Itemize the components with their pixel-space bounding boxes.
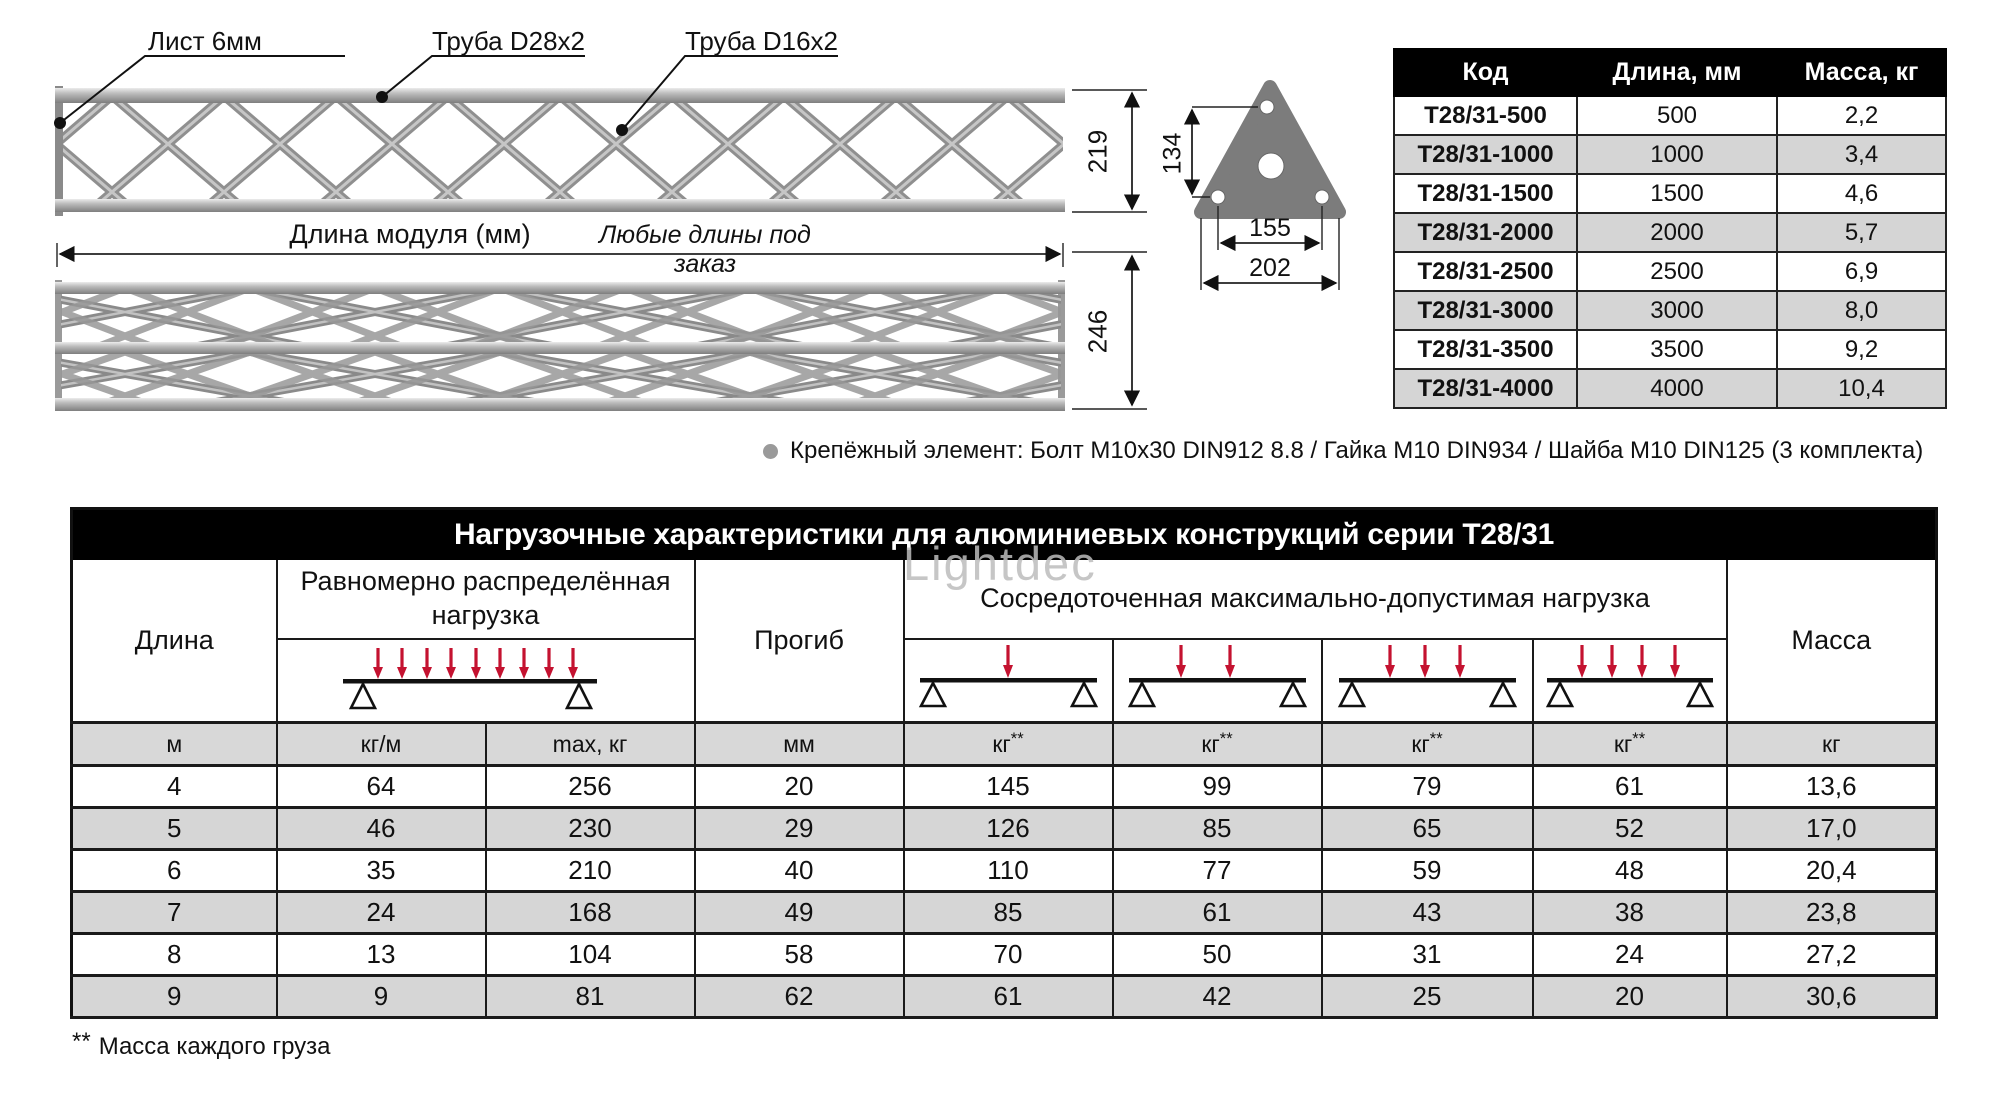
dim-219-label: 219: [1082, 129, 1113, 174]
load-cell: 49: [695, 892, 904, 934]
footnote-asterisks: **: [72, 1028, 91, 1055]
spec-cell: 500: [1577, 96, 1777, 135]
load-cell: 48: [1533, 850, 1727, 892]
load-cell: 104: [486, 934, 695, 976]
concentrated-load-diagram-1: [904, 639, 1113, 723]
spec-cell: 1500: [1577, 174, 1777, 213]
dim-202-label: 202: [1249, 254, 1291, 282]
col-header-mass: Масса: [1727, 560, 1937, 723]
spec-cell: 3000: [1577, 291, 1777, 330]
load-cell: 13,6: [1727, 766, 1937, 808]
unit-cell: кг**: [1113, 723, 1322, 766]
load-cell: 25: [1322, 976, 1533, 1018]
spec-header-row: [1394, 49, 1946, 96]
table-row: [72, 850, 1937, 892]
load-cell: 27,2: [1727, 934, 1937, 976]
concentrated-load-diagram-3: [1322, 639, 1533, 723]
unit-cell: max, кг: [486, 723, 695, 766]
table-row: [1394, 96, 1946, 135]
spec-cell: 2000: [1577, 213, 1777, 252]
load-cell: 77: [1113, 850, 1322, 892]
load-cell: 17,0: [1727, 808, 1937, 850]
load-cell: 58: [695, 934, 904, 976]
table-row: [72, 892, 1937, 934]
custom-length-note: Любые длины под заказ: [599, 221, 811, 278]
load-cell: 4: [72, 766, 277, 808]
spec-cell: Т28/31-1000: [1394, 135, 1577, 174]
load-cell: 85: [1113, 808, 1322, 850]
spec-cell: Т28/31-1500: [1394, 174, 1577, 213]
load-cell: 5: [72, 808, 277, 850]
unit-cell: м: [72, 723, 277, 766]
load-cell: 31: [1322, 934, 1533, 976]
load-cell: 43: [1322, 892, 1533, 934]
unit-cell: кг**: [1533, 723, 1727, 766]
spec-cell: Т28/31-3500: [1394, 330, 1577, 369]
spec-cell: 8,0: [1777, 291, 1946, 330]
spec-cell: 3500: [1577, 330, 1777, 369]
table-row: [1394, 213, 1946, 252]
table-row: [1394, 174, 1946, 213]
truss-second-view: [55, 280, 1065, 411]
callout-sheet-label: Лист 6мм: [148, 26, 262, 56]
table-row: [72, 766, 1937, 808]
load-cell: 210: [486, 850, 695, 892]
load-cell: 20: [695, 766, 904, 808]
concentrated-load-diagram-4: [1533, 639, 1727, 723]
load-cell: 52: [1533, 808, 1727, 850]
truss-side-view: [55, 86, 1065, 216]
callout-tube-brace-label: Труба D16x2: [685, 26, 839, 56]
load-cell: 79: [1322, 766, 1533, 808]
load-cell: 85: [904, 892, 1113, 934]
load-cell: 61: [1113, 892, 1322, 934]
callout-lines: [54, 56, 838, 136]
load-cell: 24: [1533, 934, 1727, 976]
unit-cell: кг**: [904, 723, 1113, 766]
col-header-length: Длина: [72, 560, 277, 723]
watermark: Lightdec: [903, 537, 1097, 590]
load-cell: 126: [904, 808, 1113, 850]
spec-cell: 6,9: [1777, 252, 1946, 291]
load-cell: 70: [904, 934, 1113, 976]
dim-155-label: 155: [1249, 214, 1291, 242]
unit-cell: мм: [695, 723, 904, 766]
load-cell: 61: [904, 976, 1113, 1018]
spec-cell: Т28/31-500: [1394, 96, 1577, 135]
bullet-icon: [763, 444, 778, 459]
load-cell: 81: [486, 976, 695, 1018]
load-cell: 256: [486, 766, 695, 808]
table-row: [1394, 291, 1946, 330]
load-cell: 168: [486, 892, 695, 934]
footnote: [72, 1028, 331, 1061]
uniform-load-diagram: [277, 639, 695, 723]
load-table-title: Нагрузочные характеристики для алюминиевых конструкций серии Т28/31: [72, 509, 1937, 561]
load-cell: 145: [904, 766, 1113, 808]
spec-cell: Т28/31-2500: [1394, 252, 1577, 291]
fastener-note: [763, 437, 1923, 465]
load-cell: 230: [486, 808, 695, 850]
load-cell: 110: [904, 850, 1113, 892]
spec-cell: 2500: [1577, 252, 1777, 291]
dim-134-label: 134: [1158, 132, 1187, 175]
load-cell: 99: [1113, 766, 1322, 808]
table-row: [1394, 135, 1946, 174]
table-row: [72, 934, 1937, 976]
load-cell: 29: [695, 808, 904, 850]
spec-cell: 1000: [1577, 135, 1777, 174]
load-cell: 20,4: [1727, 850, 1937, 892]
module-length-label: Длина модуля (мм): [289, 219, 531, 249]
units-row: [72, 723, 1937, 766]
col-header-deflection: Прогиб: [695, 560, 904, 723]
load-cell: 30,6: [1727, 976, 1937, 1018]
unit-cell: кг/м: [277, 723, 486, 766]
load-cell: 61: [1533, 766, 1727, 808]
spec-cell: 5,7: [1777, 213, 1946, 252]
table-row: [72, 976, 1937, 1018]
spec-cell: Т28/31-4000: [1394, 369, 1577, 408]
load-cell: 40: [695, 850, 904, 892]
load-diagram-row: [72, 639, 1937, 723]
load-cell: 64: [277, 766, 486, 808]
spec-cell: 2,2: [1777, 96, 1946, 135]
spec-header-mass: Масса, кг: [1777, 49, 1946, 96]
col-header-uniform: Равномерно распределённая нагрузка: [277, 560, 695, 639]
concentrated-load-3-icon: [1325, 640, 1530, 716]
load-cell: 6: [72, 850, 277, 892]
spec-cell: 9,2: [1777, 330, 1946, 369]
load-cell: 65: [1322, 808, 1533, 850]
spec-cell: 4000: [1577, 369, 1777, 408]
load-cell: 62: [695, 976, 904, 1018]
footnote-text: Масса каждого груза: [98, 1033, 331, 1060]
load-cell: 59: [1322, 850, 1533, 892]
load-cell: 24: [277, 892, 486, 934]
unit-cell: кг: [1727, 723, 1937, 766]
table-row: [1394, 330, 1946, 369]
concentrated-load-diagram-2: [1113, 639, 1322, 723]
load-cell: 23,8: [1727, 892, 1937, 934]
uniform-load-diagram-icon: [279, 640, 693, 716]
concentrated-load-2-icon: [1115, 640, 1320, 716]
unit-cell: кг**: [1322, 723, 1533, 766]
spec-cell: 3,4: [1777, 135, 1946, 174]
load-cell: 42: [1113, 976, 1322, 1018]
load-cell: 35: [277, 850, 486, 892]
load-cell: 13: [277, 934, 486, 976]
load-cell: 9: [277, 976, 486, 1018]
load-cell: 20: [1533, 976, 1727, 1018]
table-row: [1394, 252, 1946, 291]
load-cell: 7: [72, 892, 277, 934]
spec-cell: Т28/31-3000: [1394, 291, 1577, 330]
load-cell: 46: [277, 808, 486, 850]
concentrated-load-4-icon: [1535, 640, 1725, 716]
table-row: [72, 808, 1937, 850]
spec-cell: 4,6: [1777, 174, 1946, 213]
load-cell: 38: [1533, 892, 1727, 934]
load-cell: 50: [1113, 934, 1322, 976]
fastener-note-text: Крепёжный элемент: Болт М10х30 DIN912 8.8 / Гайка М10 DIN934 / Шайба М10 DIN125 (3 комплекта): [790, 437, 1924, 464]
load-cell: 8: [72, 934, 277, 976]
col-header-concentrated: Сосредоточенная максимально-допустимая нагрузка: [904, 560, 1727, 639]
spec-cell: Т28/31-2000: [1394, 213, 1577, 252]
spec-table: [1393, 48, 1947, 409]
callout-tube-main-label: Труба D28x2: [432, 26, 586, 56]
spec-header-length: Длина, мм: [1577, 49, 1777, 96]
spec-header-code: Код: [1394, 49, 1577, 96]
spec-cell: 10,4: [1777, 369, 1946, 408]
load-cell: 9: [72, 976, 277, 1018]
concentrated-load-1-icon: [906, 640, 1111, 716]
dim-246-label: 246: [1082, 309, 1113, 354]
table-row: [1394, 369, 1946, 408]
